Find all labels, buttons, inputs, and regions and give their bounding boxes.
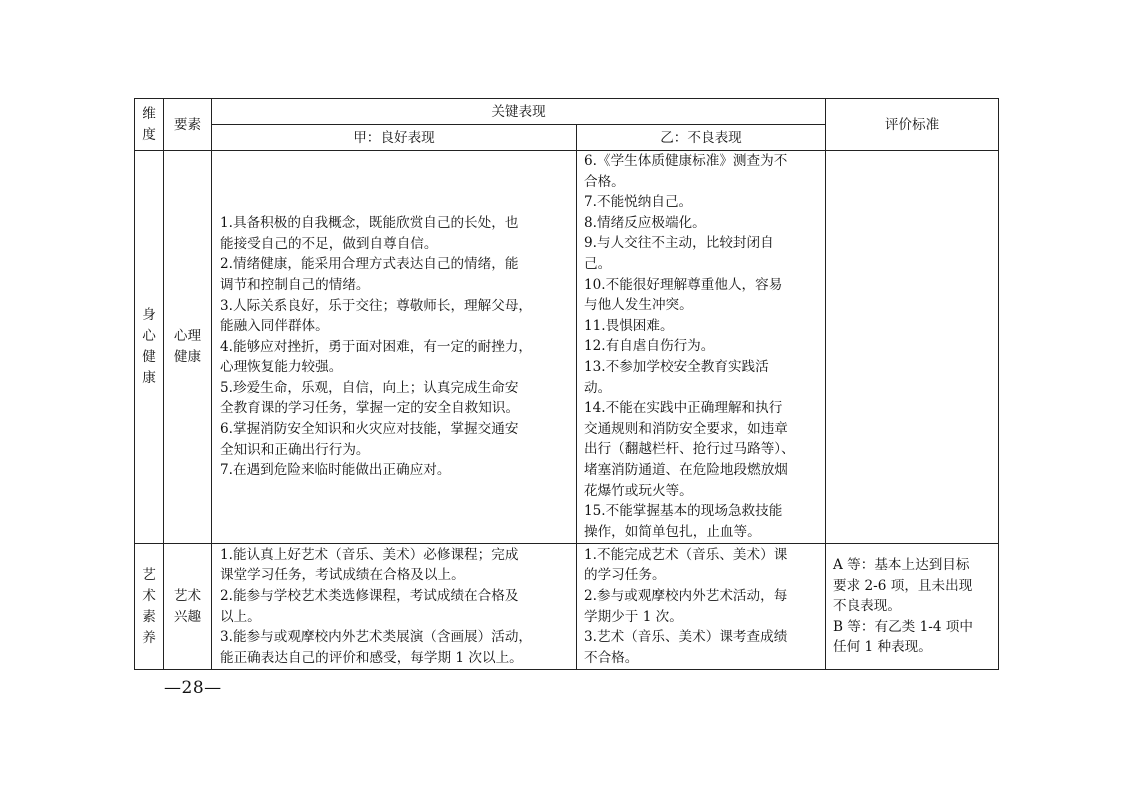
element-line: 兴趣	[173, 608, 202, 625]
header-dimension-char-1: 维	[142, 105, 156, 122]
text-line: 要求 2-6 项，且未出现	[833, 577, 973, 594]
text-line: 全知识和正确出行行为。	[220, 441, 370, 458]
row-bad-performance	[577, 544, 826, 670]
text-line: 11.畏惧困难。	[584, 317, 674, 334]
row-element-text	[164, 326, 211, 368]
text-line: 学期少于 1 次。	[584, 608, 683, 625]
text-line: 2.参与或观摩校内外艺术活动，每	[584, 587, 788, 604]
text-line: 合格。	[584, 173, 625, 190]
row-standard	[826, 544, 999, 670]
element-line: 艺术	[173, 587, 202, 604]
text-line: 不合格。	[584, 649, 639, 666]
bad-performance-text	[577, 151, 825, 542]
row-standard	[826, 151, 999, 544]
text-line: 4.能够应对挫折，勇于面对困难，有一定的耐挫力，	[220, 338, 533, 355]
text-line: 花爆竹或玩火等。	[584, 482, 693, 499]
header-bad: 乙：不良表现	[577, 125, 826, 151]
bad-performance-text	[577, 545, 825, 669]
header-row-1	[135, 99, 999, 125]
table-row	[135, 151, 999, 544]
text-line: 10.不能很好理解尊重他人，容易	[584, 276, 783, 293]
header-element: 要素	[164, 99, 212, 151]
text-line: 3.人际关系良好，乐于交往；尊敬师长，理解父母，	[220, 297, 533, 314]
text-line: 全教育课的学习任务，掌握一定的安全自救知识。	[220, 400, 520, 417]
header-standard: 评价标准	[826, 99, 999, 151]
text-line: 1.具备积极的自我概念，既能欣赏自己的长处，也	[220, 215, 519, 232]
row-dimension-text	[135, 565, 163, 649]
dimension-char: 素	[142, 608, 156, 625]
text-line: 心理恢复能力较强。	[220, 359, 343, 376]
row-element-text	[164, 586, 211, 628]
standard-text	[826, 555, 998, 658]
row-element	[164, 544, 212, 670]
dimension-char: 身	[142, 307, 156, 323]
text-line: 己。	[584, 255, 612, 272]
text-line: 8.情绪反应极端化。	[584, 214, 706, 231]
element-line: 心理	[173, 328, 202, 344]
text-line: 调节和控制自己的情绪。	[220, 276, 370, 293]
header-dimension	[135, 99, 164, 151]
dimension-char: 艺	[142, 566, 156, 583]
good-performance-text	[212, 213, 576, 481]
text-line: 15.不能掌握基本的现场急救技能	[584, 503, 783, 520]
text-line: 交通规则和消防安全要求，如违章	[584, 420, 788, 437]
text-line: 9.与人交往不主动，比较封闭自	[584, 235, 774, 252]
text-line: 动。	[584, 379, 612, 396]
text-line: A 等：基本上达到目标	[833, 557, 970, 574]
dimension-char: 健	[142, 349, 156, 365]
row-dimension-text	[135, 305, 163, 389]
row-good-performance	[212, 544, 577, 670]
text-line: 不良表现。	[833, 598, 901, 615]
page-number: —28—	[164, 678, 222, 698]
text-line: 1.不能完成艺术（音乐、美术）课	[584, 546, 788, 563]
text-line: 6.掌握消防安全知识和火灾应对技能，掌握交通安	[220, 421, 519, 438]
dimension-char: 康	[142, 370, 156, 386]
text-line: 7.在遇到危险来临时能做出正确应对。	[220, 462, 451, 479]
table-row	[135, 544, 999, 670]
dimension-char: 心	[142, 328, 156, 344]
row-dimension	[135, 544, 164, 670]
text-line: 出行（翻越栏杆、抢行过马路等）、	[584, 441, 795, 458]
text-line: 操作，如简单包扎，止血等。	[584, 523, 761, 540]
header-key-performance: 关键表现	[212, 99, 826, 125]
text-line: 12.有自虐自伤行为。	[584, 338, 715, 355]
text-line: 堵塞消防通道、在危险地段燃放烟	[584, 461, 788, 478]
text-line: 任何 1 种表现。	[833, 639, 932, 656]
row-element	[164, 151, 212, 544]
text-line: 5.珍爱生命，乐观，自信，向上；认真完成生命安	[220, 379, 519, 396]
text-line: 与他人发生冲突。	[584, 297, 693, 314]
dimension-char: 术	[142, 587, 156, 604]
good-performance-text	[212, 545, 576, 669]
text-line: 1.能认真上好艺术（音乐、美术）必修课程；完成	[220, 546, 519, 563]
text-line: B 等：有乙类 1-4 项中	[833, 618, 973, 635]
header-dimension-char-2: 度	[142, 126, 156, 143]
text-line: 能正确表达自己的评价和感受，每学期 1 次以上。	[220, 649, 523, 666]
text-line: 3.艺术（音乐、美术）课考查成绩	[584, 629, 788, 646]
dimension-char: 养	[142, 629, 156, 646]
element-line: 健康	[173, 349, 202, 365]
header-good: 甲：良好表现	[212, 125, 577, 151]
text-line: 7.不能悦纳自己。	[584, 194, 693, 211]
text-line: 2.能参与学校艺术类选修课程，考试成绩在合格及	[220, 587, 519, 604]
evaluation-table	[134, 98, 999, 670]
text-line: 6.《学生体质健康标准》测查为不	[584, 153, 788, 169]
text-line: 14.不能在实践中正确理解和执行	[584, 400, 783, 417]
text-line: 的学习任务。	[584, 567, 666, 584]
text-line: 课堂学习任务，考试成绩在合格及以上。	[220, 567, 465, 584]
text-line: 能接受自己的不足，做到自尊自信。	[220, 235, 438, 252]
text-line: 能融入同伴群体。	[220, 318, 329, 335]
text-line: 以上。	[220, 608, 261, 625]
text-line: 2.情绪健康，能采用合理方式表达自己的情绪，能	[220, 256, 519, 273]
row-bad-performance	[577, 151, 826, 544]
text-line: 3.能参与或观摩校内外艺术类展演（含画展）活动，	[220, 629, 533, 646]
text-line: 13.不参加学校安全教育实践活	[584, 358, 769, 375]
row-good-performance	[212, 151, 577, 544]
row-dimension	[135, 151, 164, 544]
